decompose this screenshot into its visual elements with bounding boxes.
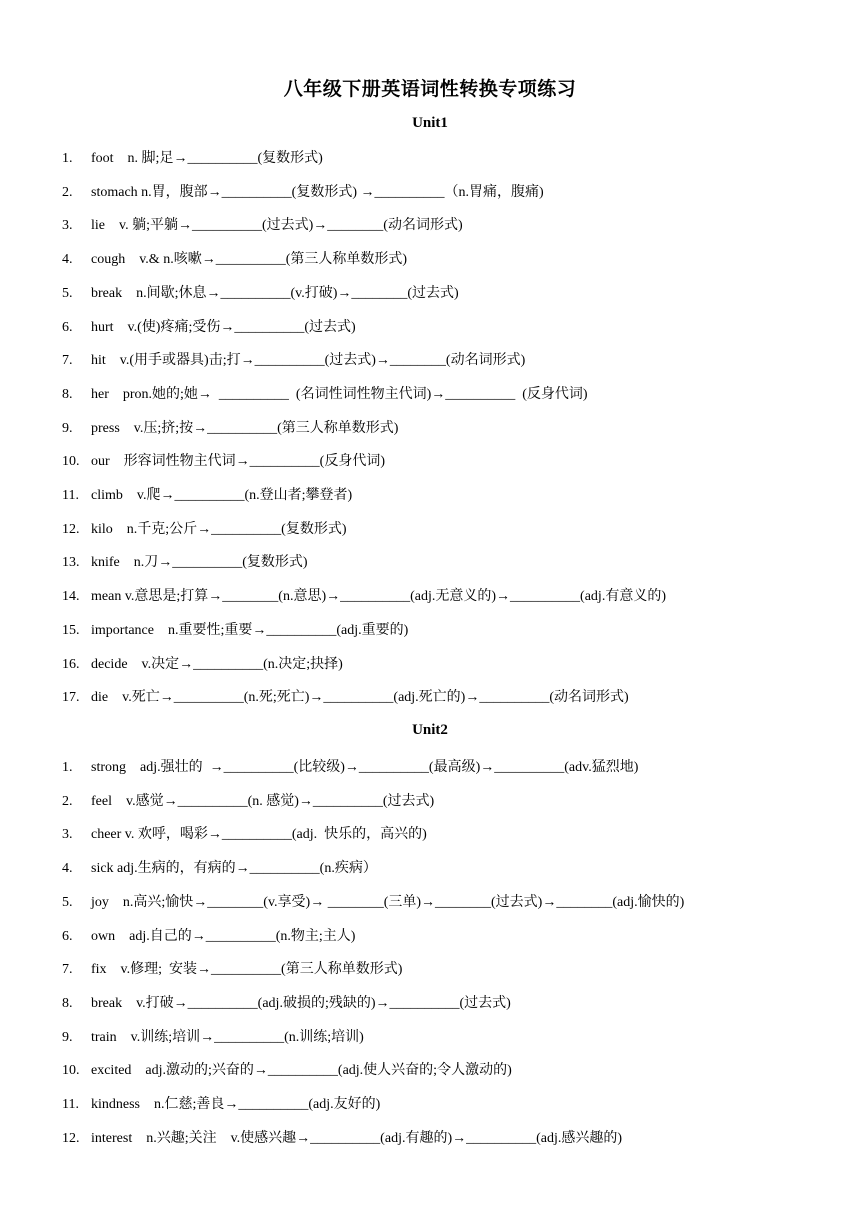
exercise-item xyxy=(62,519,852,541)
item-text: fix v.修理; 安装→__________(第三人称单数形式) xyxy=(91,962,403,977)
exercise-item xyxy=(62,283,852,305)
item-text: train v.训练;培训→__________(n.训练;培训) xyxy=(91,1030,364,1045)
item-text: knife n.刀→__________(复数形式) xyxy=(91,555,308,570)
item-text: break v.打破→__________(adj.破损的;残缺的)→__________(过去式) xyxy=(91,996,511,1011)
item-number: 1. xyxy=(62,760,73,775)
item-text: joy n.高兴;愉快→________(v.享受)→ ________(三单)→________(过去式)→________(adj.愉快的) xyxy=(91,895,685,910)
page-title: 八年级下册英语词性转换专项练习 xyxy=(283,78,577,100)
item-text: our 形容词性物主代词→__________(反身代词) xyxy=(91,454,385,469)
item-number: 8. xyxy=(62,996,73,1011)
item-text: interest n.兴趣;关注 v.使感兴趣→__________(adj.有趣的)→__________(adj.感兴趣的) xyxy=(91,1131,623,1146)
item-text: own adj.自己的→__________(n.物主;主人) xyxy=(91,929,356,944)
item-number: 1. xyxy=(62,151,73,166)
item-text: feel v.感觉→__________(n. 感觉)→__________(过去式) xyxy=(91,794,435,809)
item-text: hit v.(用手或器具)击;打→__________(过去式)→________(动名词形式) xyxy=(91,353,526,368)
exercise-item xyxy=(62,182,852,204)
item-number: 6. xyxy=(62,929,73,944)
item-text: strong adj.强壮的 →__________(比较级)→__________(最高级)→__________(adv.猛烈地) xyxy=(91,760,639,775)
exercise-item xyxy=(62,620,852,642)
item-number: 14. xyxy=(62,589,80,604)
exercise-item xyxy=(62,451,852,473)
item-number: 12. xyxy=(62,1131,80,1146)
item-number: 3. xyxy=(62,827,73,842)
item-text: die v.死亡→__________(n.死;死亡)→__________(adj.死亡的)→__________(动名词形式) xyxy=(91,690,629,705)
item-number: 2. xyxy=(62,794,73,809)
item-number: 15. xyxy=(62,623,80,638)
exercise-item xyxy=(62,148,852,170)
exercise-item xyxy=(62,1094,852,1116)
item-number: 5. xyxy=(62,286,73,301)
item-text: her pron.她的;她→ __________ (名词性词性物主代词)→__________ (反身代词) xyxy=(91,387,588,402)
item-number: 7. xyxy=(62,962,73,977)
item-text: kilo n.千克;公斤→__________(复数形式) xyxy=(91,522,347,537)
item-number: 6. xyxy=(62,320,73,335)
item-text: decide v.决定→__________(n.决定;抉择) xyxy=(91,657,343,672)
item-number: 10. xyxy=(62,454,80,469)
exercise-item xyxy=(62,1027,852,1049)
item-number: 16. xyxy=(62,657,80,672)
item-number: 9. xyxy=(62,1030,73,1045)
exercise-item xyxy=(62,824,852,846)
exercise-item xyxy=(62,552,852,574)
item-number: 5. xyxy=(62,895,73,910)
item-text: hurt v.(使)疼痛;受伤→__________(过去式) xyxy=(91,320,356,335)
item-number: 3. xyxy=(62,218,73,233)
exercise-item xyxy=(62,687,852,709)
item-text: cheer v. 欢呼，喝彩→__________(adj. 快乐的，高兴的) xyxy=(91,827,427,842)
exercise-item xyxy=(62,757,852,779)
exercise-item xyxy=(62,215,852,237)
exercise-item xyxy=(62,858,852,880)
item-text: press v.压;挤;按→__________(第三人称单数形式) xyxy=(91,421,399,436)
item-number: 11. xyxy=(62,1097,79,1112)
exercise-item xyxy=(62,249,852,271)
item-number: 12. xyxy=(62,522,80,537)
exercise-item xyxy=(62,1128,852,1150)
exercise-item xyxy=(62,791,852,813)
item-number: 4. xyxy=(62,252,73,267)
item-number: 11. xyxy=(62,488,79,503)
item-number: 8. xyxy=(62,387,73,402)
item-text: stomach n.胃，腹部→__________(复数形式) →__________（n.胃痛，腹痛) xyxy=(91,185,544,200)
item-text: kindness n.仁慈;善良→__________(adj.友好的) xyxy=(91,1097,381,1112)
item-number: 13. xyxy=(62,555,80,570)
item-text: importance n.重要性;重要→__________(adj.重要的) xyxy=(91,623,409,638)
item-number: 9. xyxy=(62,421,73,436)
exercise-item xyxy=(62,892,852,914)
unit-heading: Unit2 xyxy=(412,722,448,738)
item-text: lie v. 躺;平躺→__________(过去式)→________(动名词形式) xyxy=(91,218,463,233)
exercise-item xyxy=(62,384,852,406)
exercise-item xyxy=(62,350,852,372)
item-text: mean v.意思是;打算→________(n.意思)→__________(adj.无意义的)→__________(adj.有意义的) xyxy=(91,589,666,604)
exercise-item xyxy=(62,485,852,507)
exercise-item xyxy=(62,654,852,676)
item-text: break n.间歇;休息→__________(v.打破)→________(过去式) xyxy=(91,286,459,301)
exercise-item xyxy=(62,418,852,440)
item-number: 10. xyxy=(62,1063,80,1078)
item-number: 2. xyxy=(62,185,73,200)
item-text: excited adj.激动的;兴奋的→__________(adj.使人兴奋的;令人激动的) xyxy=(91,1063,512,1078)
item-number: 17. xyxy=(62,690,80,705)
item-number: 7. xyxy=(62,353,73,368)
item-text: sick adj.生病的，有病的→__________(n.疾病） xyxy=(91,861,377,876)
exercise-item xyxy=(62,586,852,608)
item-text: cough v.& n.咳嗽→__________(第三人称单数形式) xyxy=(91,252,408,267)
exercise-item xyxy=(62,959,852,981)
exercise-item xyxy=(62,1060,852,1082)
unit-heading: Unit1 xyxy=(412,115,448,131)
item-number: 4. xyxy=(62,861,73,876)
exercise-item xyxy=(62,993,852,1015)
item-text: climb v.爬→__________(n.登山者;攀登者) xyxy=(91,488,353,503)
item-text: foot n. 脚;足→__________(复数形式) xyxy=(91,151,323,166)
exercise-item xyxy=(62,926,852,948)
exercise-item xyxy=(62,317,852,339)
